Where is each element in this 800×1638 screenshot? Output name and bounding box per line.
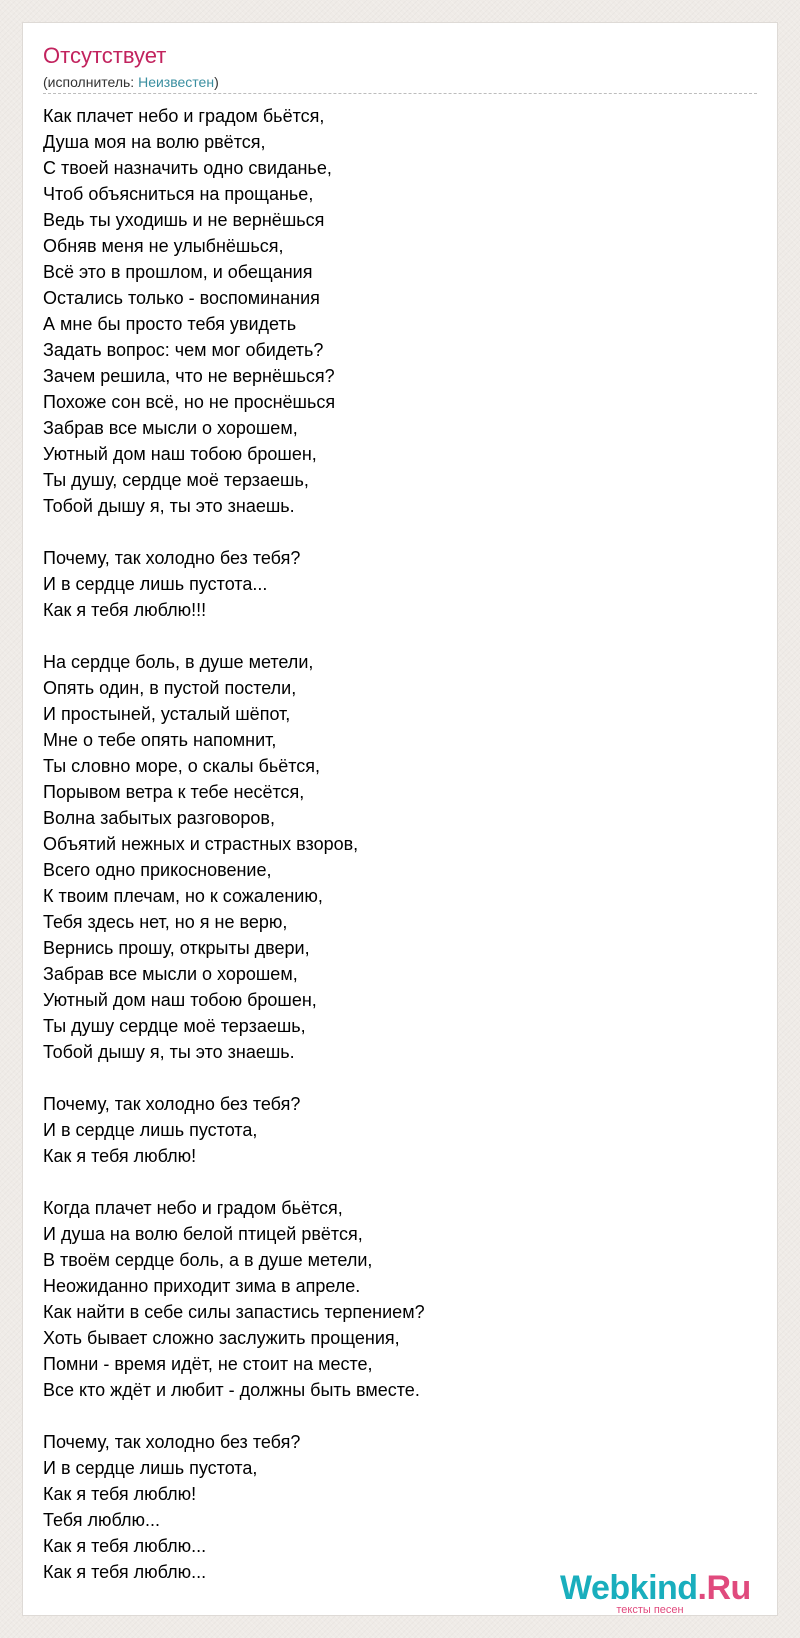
logo-tld: .Ru <box>697 1569 751 1607</box>
performer-prefix: (исполнитель: <box>43 74 139 90</box>
lyrics-card <box>22 22 778 1616</box>
logo-wordmark <box>560 1568 751 1608</box>
performer-link[interactable]: Неизвестен <box>138 74 215 90</box>
song-title: Отсутствует <box>43 43 167 68</box>
lyrics-text: Как плачет небо и градом бьётся, Душа моя на волю рвётся, С твоей назначить одно свиданье, Чтоб объясниться на прощанье, Ведь ты уходишь и не вернёшься Обняв меня не улыбнёшься, Всё это в прошлом, и обещания Остались только - воспоминания А мне бы просто тебя увидеть Задать вопрос: чем мог обидеть? Зачем решила, что не вернёшься? Похоже сон всё, но не проснёшься Забрав все мысли о хорошем, Уютный дом наш тобою брошен, Ты душу, сердце моё терзаешь, Тобой дышу я, ты это знаешь. Почему, так холодно без тебя? И в сердце лишь пустота... Как я тебя люблю!!! На сердце боль, в душе метели, Опять один, в пустой постели, И простыней, усталый шёпот, Мне о тебе опять напомнит, Ты словно море, о скалы бьётся, Порывом ветра к тебе несётся, Волна забытых разговоров, Объятий нежных и страстных взоров, Всего одно прикосновение, К твоим плечам, но к сожалению, Тебя здесь нет, но я не верю, Вернись прошу, открыты двери, Забрав все мысли о хорошем, Уютный дом наш тобою брошен, Ты душу сердце моё терзаешь, Тобой дышу я, ты это знаешь. Почему, так холодно без тебя? И в сердце лишь пустота, Как я тебя люблю! Когда плачет небо и градом бьётся, И душа на волю белой птицей рвётся, В твоём сердце боль, а в душе метели, Неожиданно приходит зима в апреле. Как найти в себе силы запастись терпением? Хоть бывает сложно заслужить прощения, Помни - время идёт, не стоит на месте, Все кто ждёт и любит - должны быть вместе. Почему, так холодно без тебя? И в сердце лишь пустота, Как я тебя люблю! Тебя люблю... Как я тебя люблю... Как я тебя люблю... <box>43 106 425 1582</box>
site-logo[interactable] <box>560 1568 760 1622</box>
logo-tagline: тексты песен <box>616 1604 684 1616</box>
performer-suffix: ) <box>214 74 219 90</box>
performer-line <box>43 73 219 91</box>
logo-name: Webkind <box>560 1569 698 1607</box>
divider <box>43 93 757 94</box>
